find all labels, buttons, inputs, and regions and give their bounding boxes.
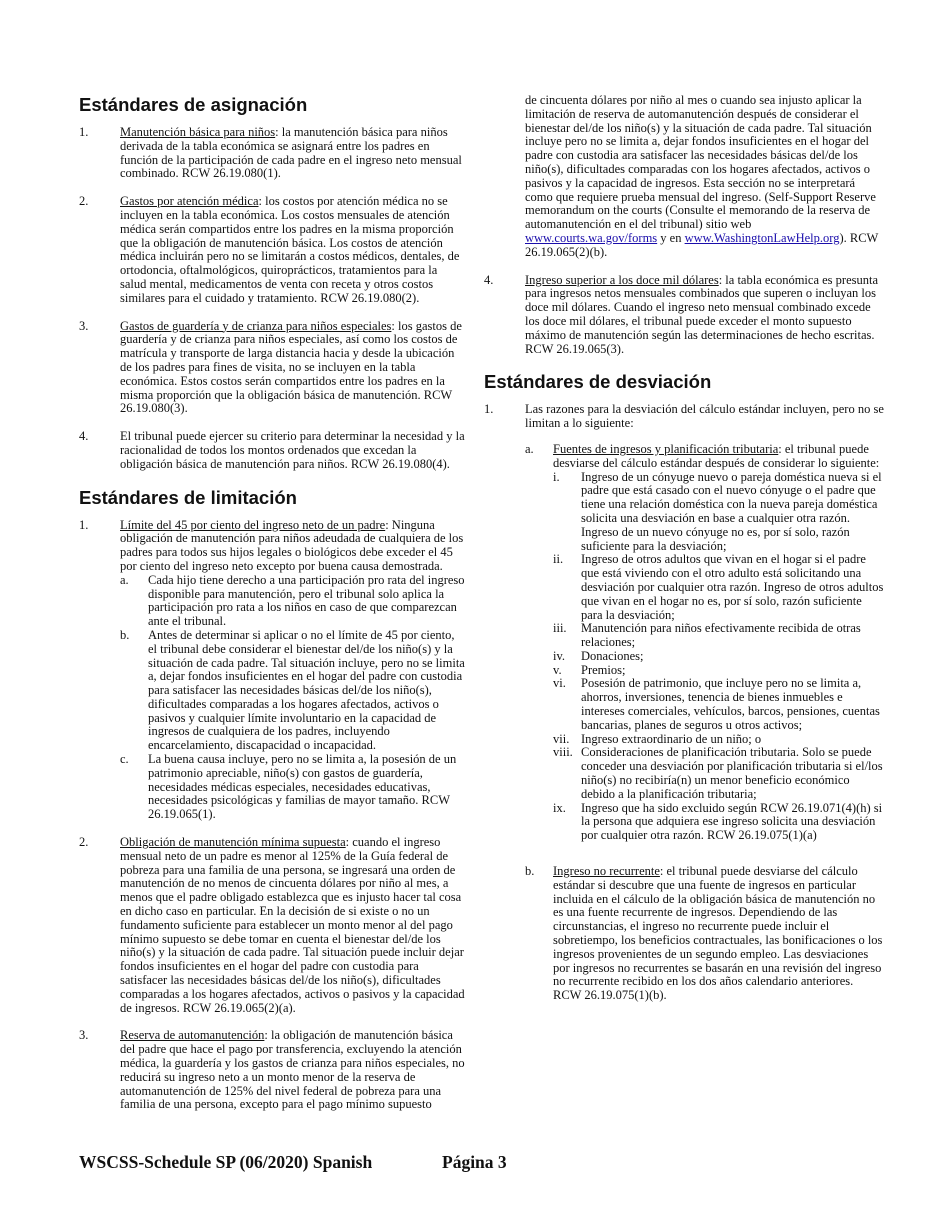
roman-item: viii. Consideraciones de planificación tributaria. Solo se puede conceder una desviación por planificación tributaria si el/los niño(s) no recibiría(n) un menor beneficio económico debido a la planificación tributaria;	[553, 745, 883, 801]
list-item	[79, 126, 466, 181]
item-text: : los costos por atención médica no se incluyen en la tabla económica. Los costos mensuales de atención médica serán compartidos entre los padres en la misma proporción que la obligación de manutención básica. Los costos de atención médica incluirán pero no se limitarán a costos médicos, dentales, de ortodoncia, oftalmológicos, quiroprácticos, tratamientos para la salud mental, medicamentos de venta con receta y otros costos similares para el cuidado y tratamiento. RCW 26.19.080(2).	[120, 194, 460, 305]
list-item	[79, 195, 466, 305]
right-column	[484, 94, 884, 1017]
item-number: 3.	[79, 1028, 89, 1043]
form-id: WSCSS-Schedule SP (06/2020) Spanish	[79, 1152, 373, 1172]
page-number: Página 3	[442, 1152, 507, 1172]
item-text: : cuando el ingreso mensual neto de un padre es menor al 125% de la Guía federal de pobreza para una familia de una persona, se ingresará una orden de manutención de no menos de cincuenta dólares por niño al mes, a menos que el padre obligado establezca que es injusto hacer tal cosa en dicho caso en particular. En la decisión de si existe o no un fundamento suficiente para establecer un monto menor al del pago mínimo supuesto se debe tomar en cuenta el bienestar del/de los niño(s) y la situación de cada padre. Tal situación puede incluir dejar fondos insuficientes en el hogar del padre con custodia para satisfacer las necesidades básicas del/de los niño(s), dificultades comparadas a los hogares afectados, activos o pasivos y la capacidad de ingresos. RCW 26.19.065(2)(a).	[120, 835, 465, 1015]
list-item	[79, 836, 466, 1015]
list-item	[484, 274, 884, 357]
left-column	[79, 93, 466, 1112]
roman-item: ix. Ingreso que ha sido excluido según RCW 26.19.071(4)(h) si la persona que adquiera ese ingreso solicita una desviación por cualquier otra razón. RCW 26.19.075(1)(a)	[553, 800, 883, 843]
lawhelp-link[interactable]: www.WashingtonLawHelp.org	[684, 230, 840, 245]
list-item	[79, 519, 466, 823]
item-number: 2.	[79, 194, 89, 209]
item-number: 2.	[79, 835, 89, 850]
sub-item: a. Cada hijo tiene derecho a una participación pro rata del ingreso disponible para manutención, pero el tribunal solo aplica la participación pro rata a los niños en caso de que comparezcan ante el tribunal.	[120, 572, 465, 629]
roman-item: iv. Donaciones;	[553, 648, 644, 663]
page-footer	[79, 1152, 507, 1173]
sub-item: b. Ingreso no recurrente: el tribunal puede desviarse del cálculo estándar si descubre que una fuente de ingresos en particular incluida en el cálculo de la obligación básica de manutención no es una fuente recurrente de ingresos. Dependiendo de las circunstancias, el ingreso no recurrente puede incluir el sobretiempo, los beneficios contractuales, las bonificaciones o los ingresos provenientes de un segundo empleo. Las desviaciones por ingresos no recurrentes se basarán en una revisión del ingreso no recurrente recibido en los dos años calendario anteriores. RCW 26.19.075(1)(b).	[525, 864, 883, 1003]
list-item	[79, 1029, 466, 1112]
roman-item: iii. Manutención para niños efectivamente recibida de otras relaciones;	[553, 621, 861, 650]
item-title: Gastos de guardería y de crianza para niños especiales	[120, 318, 392, 333]
item-text: : la obligación de manutención básica del padre que hace el pago por transferencia, excluyendo la atención médica, la guardería y los gastos de crianza para niños especiales, no reducirá su ingreso neto a un monto menor de la reserva de automanutención de 125% del nivel federal de pobreza para una familia de una persona, excepto para el pago mínimo supuesto	[120, 1028, 465, 1112]
item-title: Ingreso no recurrente	[553, 864, 660, 879]
item-text: El tribunal puede ejercer su criterio para determinar la necesidad y la racionalidad de todos los montos ordenados que excedan la obligación básica de manutención para niños. RCW 26.19.080(4).	[120, 429, 465, 471]
continued-text: de cincuenta dólares por niño al mes o cuando sea injusto aplicar la limitación de reserva de automanutención después de considerar el bienestar del/de los niño(s) y la situación de cada padre. Tal situación incluye pero no se limita a, dejar fondos insuficientes en el hogar del padre con custodia ara satisfacer las necesidades básicas del/de los niño(s), dificultades comparadas con los hogares afectados, activos o pasivos y la capacidad de ingresos. Esta sección no se interpretará como que requiere prueba mensual del ingreso. (Self-Support Reserve memorandum on the courts (Consulte el memorando de la reserva de automanutención en el del tribunal) sitio web www.courts.wa.gov/forms y en www.WashingtonLawHelp.org). RCW 26.19.065(2)(b).	[525, 93, 879, 259]
sub-item: a. Fuentes de ingresos y planificación tributaria: el tribunal puede desviarse del cálculo estándar después de considerar lo siguiente: i. Ingreso de un cónyuge nuevo o pareja doméstica nueva si el padre que está casado con el nuevo cónyuge o el padre que tiene una relación doméstica con la nueva pareja doméstica solicita una desviación en base a cualquier otra razón. Ingreso de un nuevo cónyuge no es, por sí solo, razón suficiente para la desviación; ii. Ingreso de otros adultos que vivan en el hogar si el padre que está viviendo con el otro adulto está solicitando una desviación por cualquier otra razón. Ingreso de otros adultos que vivan en el hogar no es, por sí solo, razón suficiente para la desviación; iii. Manutención para niños efectivamente recibida de otras relaciones; iv. Donaciones; v. Premios; vi. Posesión de patrimonio, que incluye pero no se limita a, ahorros, inversiones, tenencia de bienes inmuebles e intereses comerciales, vehículos, barcos, pensiones, cuentas bancarias, planes de seguros u otros activos; vii. Ingreso extraordinario de un niño; o viii. Consideraciones de planificación tributaria. Solo se puede conceder una desviación por planificación tributaria si el/los niño(s) no recibiría(n) un menor beneficio económico debido a la planificación tributaria; ix. Ingreso que ha sido excluido según RCW 26.19.071(4)(h) si la persona que adquiera ese ingreso solicita una desviación por cualquier otra razón. RCW 26.19.075(1)(a)	[525, 441, 884, 843]
item-title: Reserva de automanutención	[120, 1028, 265, 1043]
roman-item: i. Ingreso de un cónyuge nuevo o pareja doméstica nueva si el padre que está casado con el nuevo cónyuge o el padre que tiene una relación doméstica con la nueva pareja doméstica solicita una desviación en base a cualquier otra razón. Ingreso de un nuevo cónyuge no es, por sí solo, razón suficiente para la desviación;	[553, 469, 882, 553]
sub-item: b. Antes de determinar si aplicar o no el límite de 45 por ciento, el tribunal debe considerar el bienestar del/de los niño(s) y la situación de cada padre. Tal situación incluye, pero no se limita a, dejar fondos insuficientes en el hogar del padre con custodia para satisfacer las necesidades básicas del/de los niño(s), dificultades comparadas a los hogares afectados, activos o pasivos y cualquier límite involuntario en la capacidad de ingresos de cualquiera de los padres, incluyendo encarcelamiento, discapacidad o incapacidad.	[120, 627, 465, 753]
item-number: 1.	[484, 402, 494, 417]
item-title: Fuentes de ingresos y planificación tributaria	[553, 441, 779, 456]
item-number: 4.	[484, 272, 494, 287]
item-text: : la manutención básica para niños derivada de la tabla económica se asignará entre los padres en función de la participación de cada padre en el ingreso neto mensual combinado. RCW 26.19.080(1).	[120, 125, 462, 181]
item-text: : Ninguna obligación de manutención para niños adeudada de cualquiera de los padres para todos sus hijos legales o biológicos debe exceder el 45 por ciento del ingreso neto excepto por buena causa demostrada.	[120, 517, 464, 573]
roman-item: vii. Ingreso extraordinario de un niño; o	[553, 731, 762, 746]
item-title: Obligación de manutención mínima supuesta	[120, 835, 346, 850]
heading-limitacion: Estándares de limitación	[79, 486, 297, 508]
item-text: : la tabla económica es presunta para ingresos netos mensuales combinados que superen o incluyan los doce mil dólares. Cuando el ingreso neto mensual combinado excede los doce mil dólares, el tribunal puede exceder el monto supuesto máximo de manutención según las determinaciones de hecho escritas. RCW 26.19.065(3).	[525, 272, 879, 356]
sub-item: c. La buena causa incluye, pero no se limita a, la posesión de un patrimonio apreciable, niño(s) con gastos de guardería, necesidades médicas especiales, necesidades educativas, necesidades psicológicas y familias de mayor tamaño. RCW 26.19.065(1).	[120, 752, 457, 822]
item-number: 4.	[79, 429, 89, 444]
item-number: 1.	[79, 517, 89, 532]
list-item	[79, 430, 466, 471]
item-number: 3.	[79, 318, 89, 333]
item-title: Manutención básica para niños	[120, 125, 276, 139]
roman-item: ii. Ingreso de otros adultos que vivan en el hogar si el padre que está viviendo con el otro adulto está solicitando una desviación por cualquier otra razón. Ingreso de otros adultos que vivan en el hogar no es, por sí solo, razón suficiente para la desviación;	[553, 552, 884, 622]
item-title: Gastos por atención médica	[120, 194, 259, 209]
item-title: Ingreso superior a los doce mil dólares	[525, 272, 719, 287]
roman-item: vi. Posesión de patrimonio, que incluye pero no se limita a, ahorros, inversiones, tenencia de bienes inmuebles e intereses comerciales, vehículos, barcos, pensiones, cuentas bancarias, planes de seguros u otros activos;	[553, 676, 880, 732]
heading-asignacion: Estándares de asignación	[79, 94, 308, 115]
item-text: : los gastos de guardería y de crianza para niños especiales, así como los costos de matrícula y transporte de larga distancia hacia y desde la ubicación de los padres para fines de visita, no se incluyen en la tabla económica. Estos costos serán compartidos entre los padres en la misma proporción que la obligación básica de manutención. RCW 26.19.080(3).	[120, 318, 462, 416]
courts-link[interactable]: www.courts.wa.gov/forms	[525, 230, 658, 245]
list-item	[79, 320, 466, 417]
roman-item: v. Premios;	[553, 662, 626, 677]
item-title: Límite del 45 por ciento del ingreso neto de un padre	[120, 517, 386, 532]
heading-desviacion: Estándares de desviación	[484, 371, 712, 393]
list-item	[484, 403, 884, 1003]
item-text: Las razones para la desviación del cálculo estándar incluyen, pero no se limitan a lo siguiente:	[525, 402, 884, 431]
item-number: 1.	[79, 125, 89, 139]
